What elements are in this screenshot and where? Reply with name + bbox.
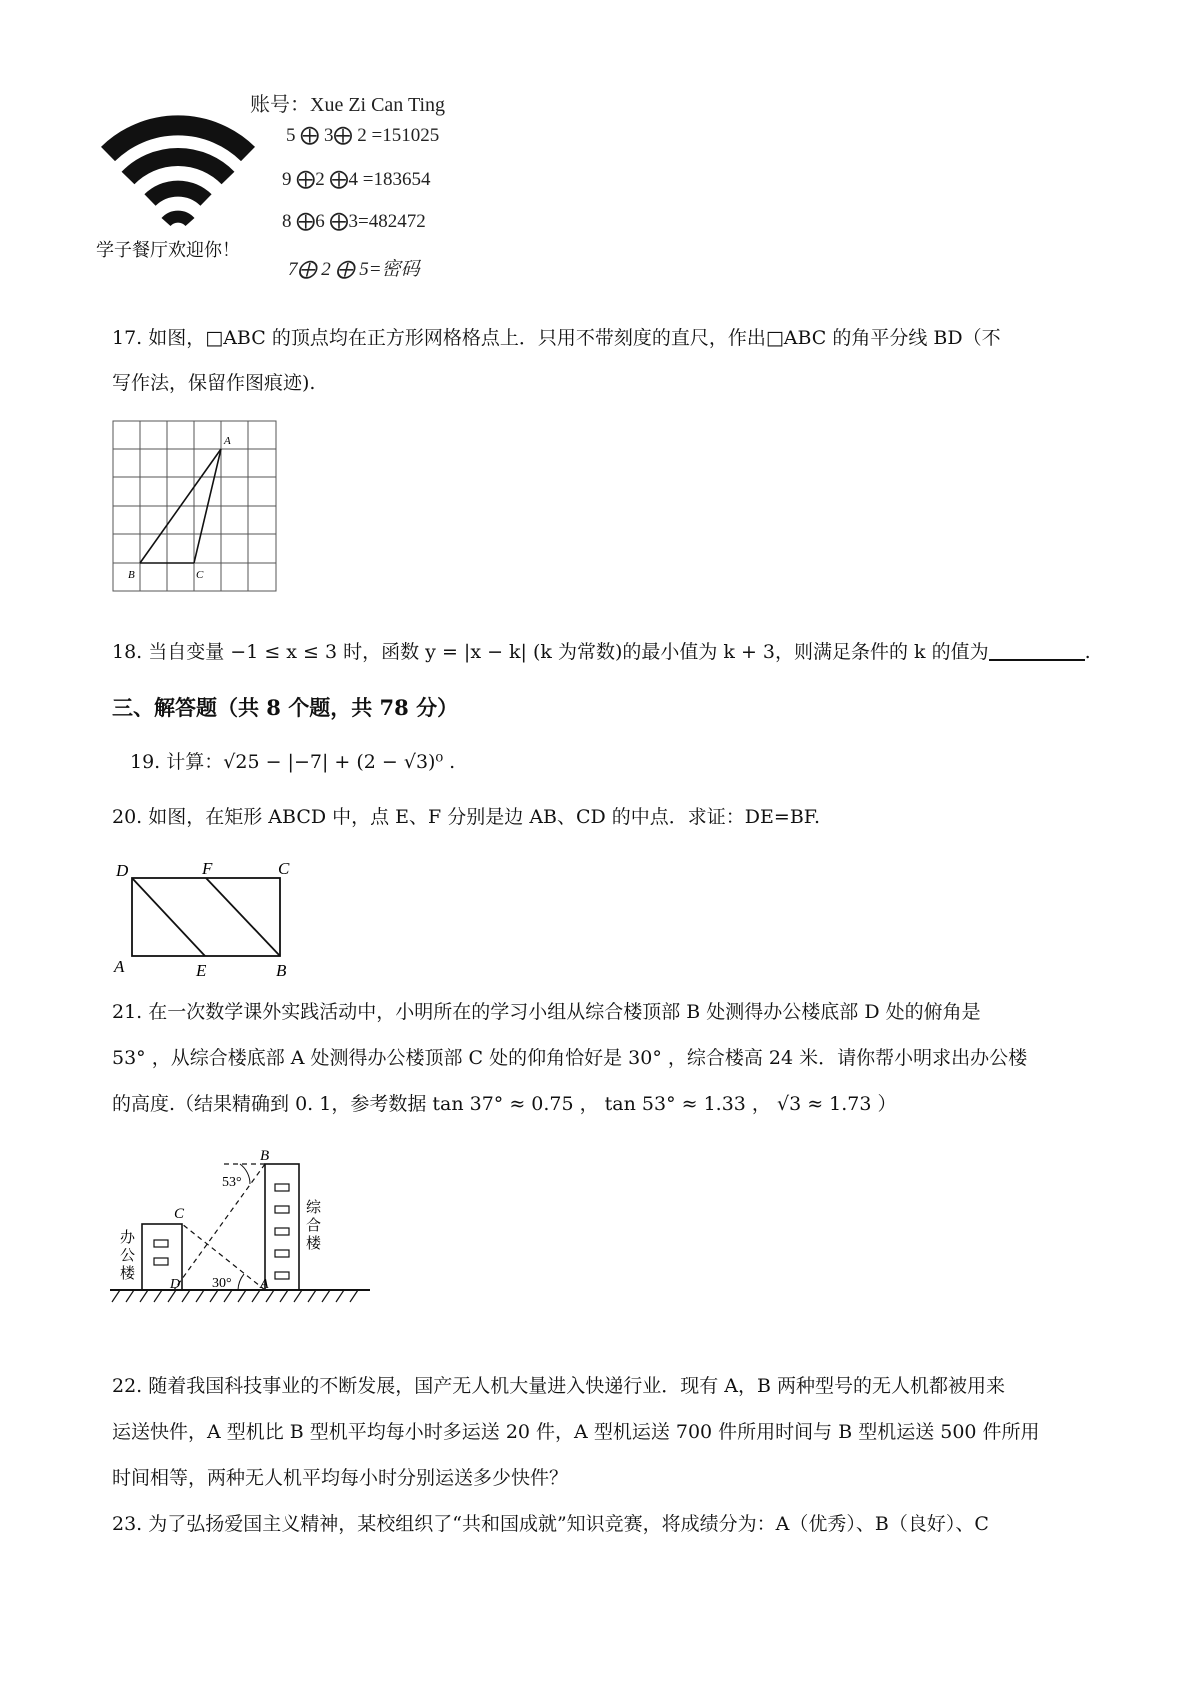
q20-label-e: E [196, 961, 207, 978]
q21-complex-char-3: 楼 [306, 1236, 322, 1252]
q22-line-1: 22. 随着我国科技事业的不断发展，国产无人机大量进入快递行业．现有 A，B 两种型号的无人机都被用来 [112, 1375, 1006, 1397]
wifi-welcome: 学子餐厅欢迎你！ [96, 240, 240, 261]
q17-label-b: B [128, 569, 135, 581]
q21-office-char-2: 公 [120, 1248, 136, 1264]
q21-label-d: D [170, 1277, 181, 1292]
q17-line-1: 17. 如图，□ABC 的顶点均在正方形网格格点上．只用不带刻度的直尺，作出□ABC 的角平分线 BD（不 [112, 327, 1001, 349]
wifi-line-2: 9 ⨁2 ⨁4 =183654 [282, 169, 431, 190]
wifi-line-1: 5 ⨁ 3⨁ 2 =151025 [286, 125, 440, 146]
q23-line-1: 23. 为了弘扬爱国主义精神，某校组织了“共和国成就”知识竞赛，将成绩分为：A（优秀）、B（良好）、C [112, 1513, 989, 1535]
q21-office-char-3: 楼 [120, 1266, 136, 1282]
q20-label-a: A [114, 957, 125, 976]
q17-line-2: 写作法，保留作图痕迹). [112, 372, 316, 394]
q19-text: 19. 计算：√25 − |−7| + (2 − √3)⁰ . [130, 751, 456, 773]
q21-complex-char-2: 合 [306, 1218, 322, 1234]
q21-label-b: B [260, 1150, 270, 1164]
q22-line-2: 运送快件，A 型机比 B 型机平均每小时多运送 20 件，A 型机运送 700 件所用时间与 B 型机运送 500 件所用 [112, 1421, 1040, 1443]
q21-office-char-1: 办 [120, 1230, 136, 1246]
q21-line-3: 的高度.（结果精确到 0. 1，参考数据 tan 37° ≈ 0.75 ， tan 53° ≈ 1.33 ， √3 ≈ 1.73 ） [112, 1093, 897, 1115]
wifi-line-4: 7⨁ 2 ⨁ 5=密码 [288, 259, 420, 280]
q17-label-a: A [224, 435, 231, 447]
q21-complex-char-1: 综 [306, 1200, 322, 1216]
section-3-title: 三、解答题（共 8 个题，共 78 分） [112, 695, 459, 720]
q21-angle-53: 53° [222, 1175, 242, 1190]
q20-rectangle-figure [110, 858, 310, 978]
wifi-account: 账号：Xue Zi Can Ting [250, 94, 446, 116]
q17-label-c: C [196, 569, 204, 581]
q20-label-f: F [202, 859, 213, 878]
wifi-sign-figure [96, 84, 496, 294]
wifi-icon [96, 94, 266, 244]
q21-line-1: 21. 在一次数学课外实践活动中，小明所在的学习小组从综合楼顶部 B 处测得办公楼底部 D 处的俯角是 [112, 1001, 981, 1023]
q18-body: 18. 当自变量 −1 ≤ x ≤ 3 时，函数 y = |x − k| (k 为常数)的最小值为 k + 3，则满足条件的 k 的值为 [112, 641, 989, 663]
q20-text: 20. 如图，在矩形 ABCD 中，点 E、F 分别是边 AB、CD 的中点．求证：DE=BF. [112, 806, 821, 828]
q20-label-d: D [116, 861, 129, 880]
q21-label-a: A [260, 1277, 269, 1292]
q18-text [112, 640, 1091, 664]
q20-label-c: C [278, 859, 290, 878]
q21-line-2: 53° ，从综合楼底部 A 处测得办公楼顶部 C 处的仰角恰好是 30° ，综合楼高 24 米．请你帮小明求出办公楼 [112, 1047, 1028, 1069]
q18-answer-blank[interactable] [989, 641, 1085, 661]
q20-label-b: B [276, 961, 287, 978]
q22-line-3: 时间相等，两种无人机平均每小时分别运送多少快件？ [112, 1467, 569, 1489]
q21-label-c: C [174, 1206, 185, 1222]
q17-grid-figure [112, 420, 282, 600]
q21-angle-30: 30° [212, 1276, 232, 1291]
q21-buildings-figure [110, 1150, 390, 1310]
wifi-line-3: 8 ⨁6 ⨁3=482472 [282, 211, 426, 232]
q18-end: . [1084, 641, 1091, 663]
